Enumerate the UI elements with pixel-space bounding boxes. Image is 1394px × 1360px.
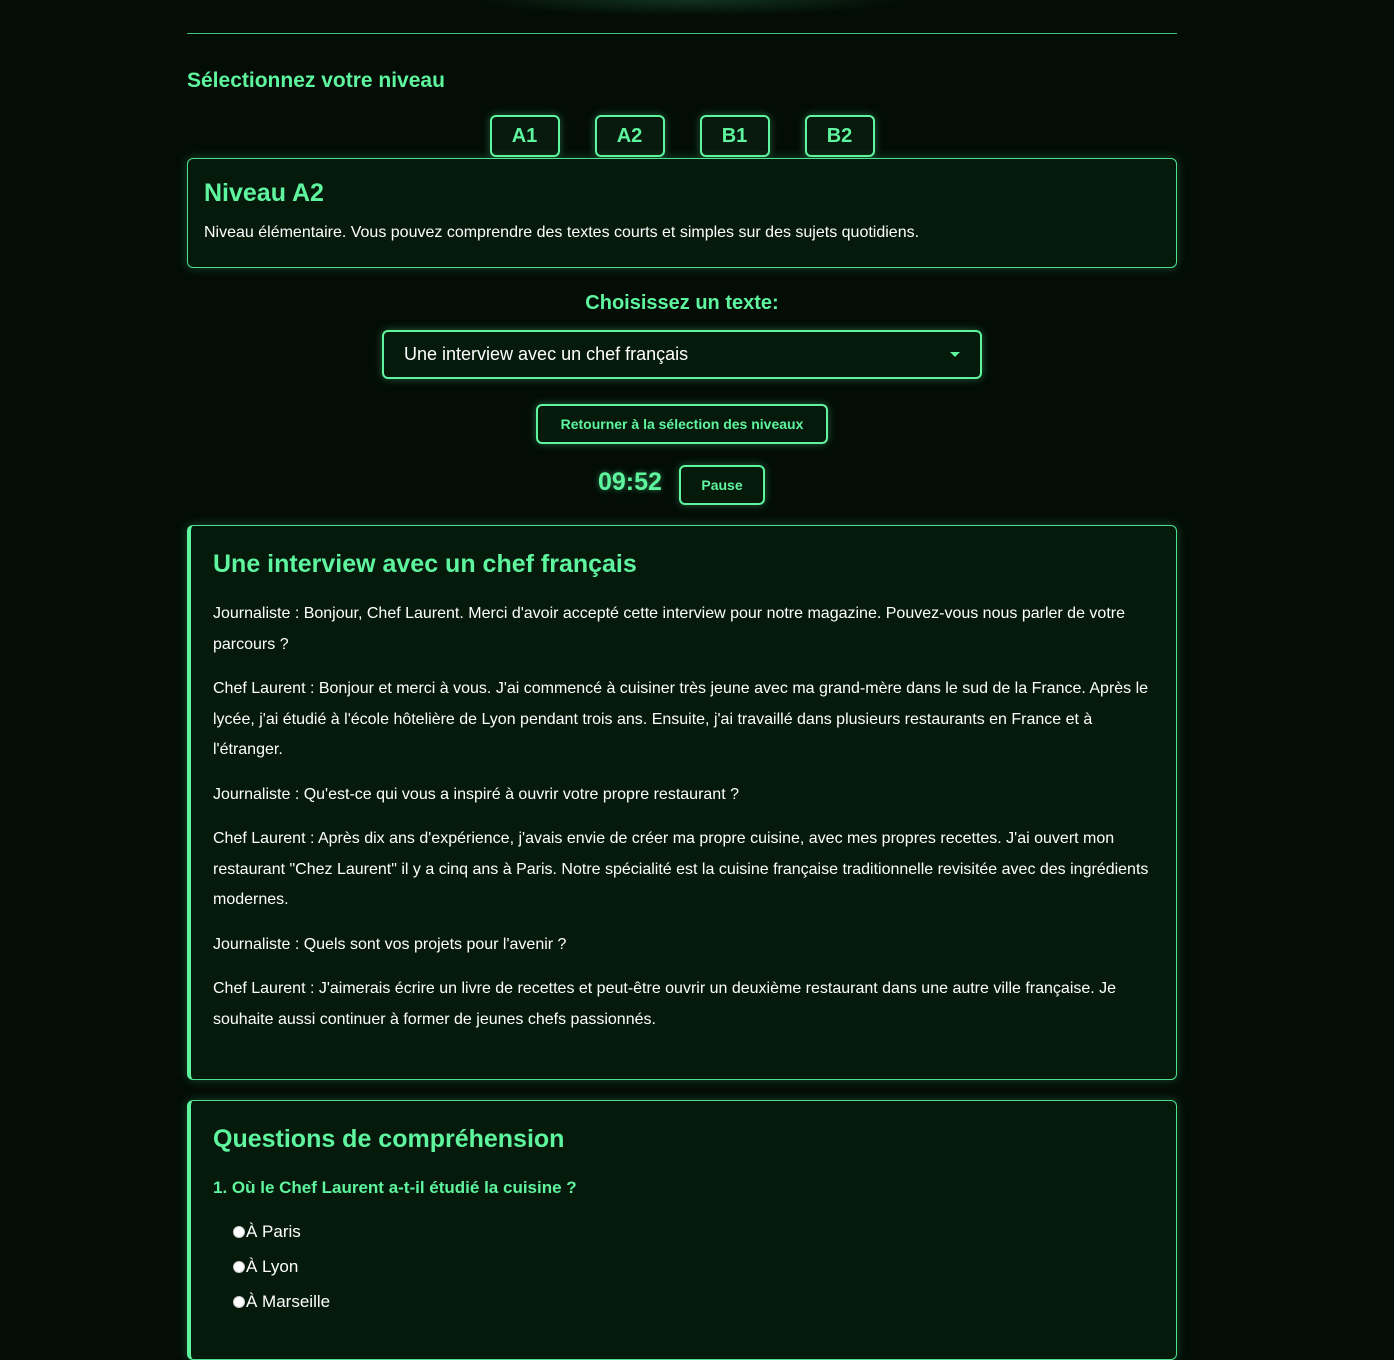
questions-title: Questions de compréhension	[213, 1125, 565, 1153]
pause-button[interactable]: Pause	[679, 465, 765, 505]
level-info-card	[187, 158, 1177, 268]
level-description: Niveau élémentaire. Vous pouvez comprendre des textes courts et simples sur des sujets quotidiens.	[204, 224, 920, 241]
chevron-down-icon	[950, 352, 960, 357]
reading-text-card	[187, 525, 1177, 1080]
reading-paragraph: Journaliste : Bonjour, Chef Laurent. Merci d'avoir accepté cette interview pour notre magazine. Pouvez-vous nous parler de votre parcours ?	[213, 605, 1125, 653]
reading-paragraph: Journaliste : Quels sont vos projets pour l'avenir ?	[213, 935, 567, 953]
level-button-group	[187, 115, 1177, 157]
option-label: À Lyon	[246, 1256, 299, 1276]
question-1-text: 1. Où le Chef Laurent a-t-il étudié la cuisine ?	[213, 1178, 577, 1197]
reading-body	[213, 599, 1156, 1035]
option-label: À Paris	[246, 1221, 301, 1241]
level-button-b2[interactable]: B2	[805, 115, 875, 157]
radio-button[interactable]	[233, 1296, 245, 1308]
level-heading: Sélectionnez votre niveau	[187, 69, 445, 92]
question-1-option-1[interactable]	[233, 1214, 1156, 1249]
level-button-a2[interactable]: A2	[595, 115, 665, 157]
radio-button[interactable]	[233, 1226, 245, 1238]
text-select-dropdown[interactable]	[382, 330, 982, 379]
questions-card	[187, 1100, 1177, 1360]
radio-button[interactable]	[233, 1261, 245, 1273]
reading-paragraph: Chef Laurent : J'aimerais écrire un livre de recettes et peut-être ouvrir un deuxième restaurant dans une autre ville française. Je souhaite aussi continuer à former de jeunes chefs passionnés.	[213, 980, 1117, 1028]
reading-paragraph: Journaliste : Qu'est-ce qui vous a inspiré à ouvrir votre propre restaurant ?	[213, 785, 739, 803]
reading-paragraph: Chef Laurent : Bonjour et merci à vous. J'ai commencé à cuisiner très jeune avec ma grand-mère dans le sud de la France. Après le lycée, j'ai étudié à l'école hôtelière de Lyon pendant trois ans. Ensuite, j'ai travaillé dans plusieurs restaurants en France et à l'étranger.	[213, 680, 1149, 758]
reading-title: Une interview avec un chef français	[213, 550, 637, 578]
level-button-b1[interactable]: B1	[700, 115, 770, 157]
reading-paragraph: Chef Laurent : Après dix ans d'expérience, j'avais envie de créer ma propre cuisine, avec mes propres recettes. J'ai ouvert mon restaurant "Chez Laurent" il y a cinq ans à Paris. Notre spécialité est la cuisine française traditionnelle revisitée avec des ingrédients modernes.	[213, 830, 1149, 908]
header-glow	[470, 0, 910, 16]
question-1-options	[213, 1214, 1156, 1319]
option-label: À Marseille	[246, 1291, 331, 1311]
text-select-value: Une interview avec un chef français	[404, 344, 689, 364]
header-divider	[187, 33, 1177, 34]
timer-display: 09:52	[598, 468, 662, 496]
question-1-option-3[interactable]	[233, 1284, 1156, 1319]
level-button-a1[interactable]: A1	[490, 115, 560, 157]
back-to-levels-button[interactable]: Retourner à la sélection des niveaux	[536, 404, 828, 444]
text-select-label: Choisissez un texte:	[585, 292, 779, 314]
level-title: Niveau A2	[204, 179, 324, 207]
question-1-option-2[interactable]	[233, 1249, 1156, 1284]
